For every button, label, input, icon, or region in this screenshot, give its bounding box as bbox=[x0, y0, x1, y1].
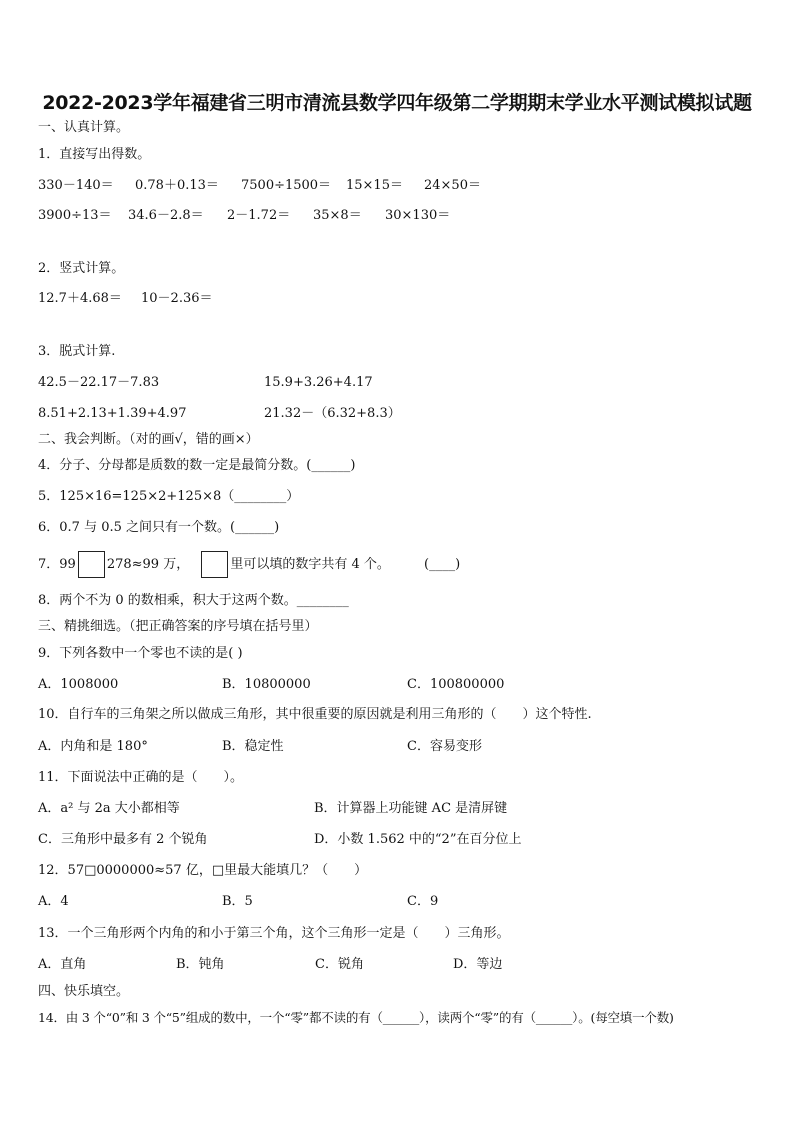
q7-text-c: 里可以填的数字共有 4 个。 bbox=[230, 557, 390, 572]
q13-option: B．钝角 bbox=[176, 957, 225, 972]
q7-text-a: 7．99 bbox=[38, 557, 76, 572]
section-heading-1: 一、认真计算。 bbox=[38, 120, 130, 135]
q12-option: A．4 bbox=[38, 894, 69, 909]
question-9-stem: 9．下列各数中一个零也不读的是( ) bbox=[38, 646, 243, 661]
q13-option: A．直角 bbox=[38, 957, 87, 972]
q10-option: B．稳定性 bbox=[222, 739, 284, 754]
question-13-stem: 13．一个三角形两个内角的和小于第三个角，这个三角形一定是（ ）三角形。 bbox=[38, 926, 510, 941]
section-heading-4: 四、快乐填空。 bbox=[38, 984, 130, 999]
question-7 bbox=[38, 551, 460, 578]
q11-option: B．计算器上功能键 AC 是清屏键 bbox=[314, 801, 508, 816]
section-heading-3: 三、精挑细选。（把正确答案的序号填在括号里） bbox=[38, 619, 318, 634]
q9-option: A．1008000 bbox=[38, 677, 119, 692]
q13-option: C．锐角 bbox=[315, 957, 364, 972]
q11-option: A．a² 与 2a 大小都相等 bbox=[38, 801, 180, 816]
q10-option: C．容易变形 bbox=[407, 739, 482, 754]
q11-option: C．三角形中最多有 2 个锐角 bbox=[38, 832, 208, 847]
q1-item: 15×15＝ bbox=[346, 178, 403, 193]
q1-item: 330－140＝ bbox=[38, 178, 114, 193]
q3-item: 42.5－22.17－7.83 bbox=[38, 375, 160, 390]
question-1-stem: 1．直接写出得数。 bbox=[38, 147, 151, 162]
q1-item: 34.6－2.8＝ bbox=[128, 208, 204, 223]
question-6: 6．0.7 与 0.5 之间只有一个数。(______) bbox=[38, 520, 280, 535]
section-heading-2: 二、我会判断。（对的画√，错的画×） bbox=[38, 432, 259, 447]
question-8: 8．两个不为 0 的数相乘，积大于这两个数。________ bbox=[38, 593, 349, 608]
question-2-stem: 2．竖式计算。 bbox=[38, 261, 125, 276]
q7-text-d: (____) bbox=[424, 557, 461, 572]
answer-box bbox=[78, 551, 105, 578]
question-5: 5．125×16=125×2+125×8（________） bbox=[38, 489, 300, 504]
answer-box bbox=[201, 551, 228, 578]
q3-item: 8.51+2.13+1.39+4.97 bbox=[38, 406, 187, 421]
question-10-stem: 10．自行车的三角架之所以做成三角形，其中很重要的原因就是利用三角形的（ ）这个特性. bbox=[38, 707, 592, 722]
q1-item: 24×50＝ bbox=[424, 178, 481, 193]
q1-item: 2－1.72＝ bbox=[227, 208, 291, 223]
question-12-stem: 12．57□0000000≈57 亿，□里最大能填几？（ ） bbox=[38, 863, 368, 878]
q7-text-b: 278≈99 万， bbox=[106, 557, 190, 572]
q1-item: 3900÷13＝ bbox=[38, 208, 112, 223]
q1-item: 0.78＋0.13＝ bbox=[135, 178, 219, 193]
q2-item: 12.7＋4.68＝ bbox=[38, 291, 122, 306]
q10-option: A．内角和是 180° bbox=[38, 739, 148, 754]
q9-option: B．10800000 bbox=[222, 677, 311, 692]
question-4: 4．分子、分母都是质数的数一定是最简分数。(______) bbox=[38, 458, 356, 473]
q2-item: 10－2.36＝ bbox=[141, 291, 213, 306]
question-3-stem: 3．脱式计算. bbox=[38, 344, 116, 359]
q1-item: 7500÷1500＝ bbox=[241, 178, 332, 193]
question-11-stem: 11．下面说法中正确的是（ ）。 bbox=[38, 770, 244, 785]
q1-item: 30×130＝ bbox=[385, 208, 451, 223]
q12-option: C．9 bbox=[407, 894, 439, 909]
q12-option: B．5 bbox=[222, 894, 253, 909]
page-title: 2022-2023学年福建省三明市清流县数学四年级第二学期期末学业水平测试模拟试题 bbox=[42, 92, 752, 114]
q9-option: C．100800000 bbox=[407, 677, 505, 692]
q13-option: D．等边 bbox=[453, 957, 503, 972]
q3-item: 21.32－（6.32+8.3） bbox=[264, 406, 401, 421]
q3-item: 15.9+3.26+4.17 bbox=[264, 375, 373, 390]
q1-item: 35×8＝ bbox=[313, 208, 362, 223]
question-14: 14．由 3 个“0”和 3 个“5”组成的数中，一个“零”都不读的有（______），读两个“零”的有（______）。(每空填一个数) bbox=[38, 1010, 674, 1025]
q11-option: D．小数 1.562 中的“2”在百分位上 bbox=[314, 832, 522, 847]
